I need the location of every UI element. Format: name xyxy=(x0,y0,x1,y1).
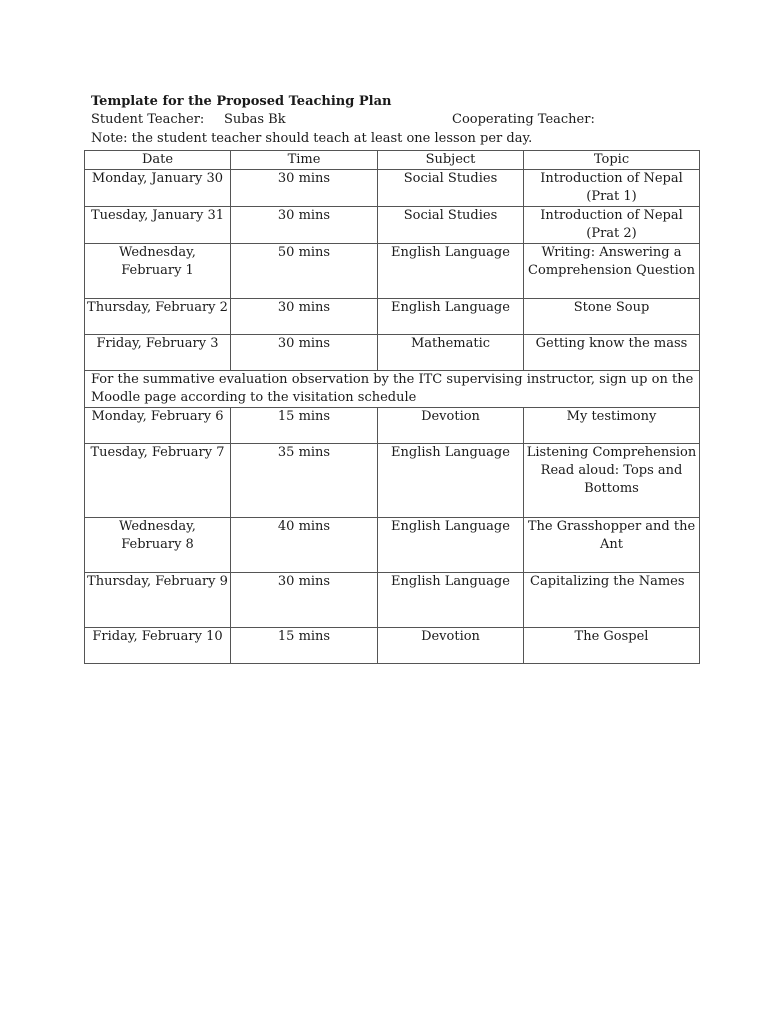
subject-cell: Devotion xyxy=(378,408,524,444)
header-time: Time xyxy=(231,151,378,170)
topic-cell: Getting know the mass xyxy=(524,335,700,371)
teaching-plan-table xyxy=(84,150,700,664)
student-teacher-name: Subas Bk xyxy=(224,112,286,127)
date-cell: Friday, February 3 xyxy=(85,335,231,371)
document-title: Template for the Proposed Teaching Plan xyxy=(91,94,392,109)
header-date: Date xyxy=(85,151,231,170)
time-cell: 40 mins xyxy=(231,518,378,573)
topic-cell: My testimony xyxy=(524,408,700,444)
table-row xyxy=(85,244,700,299)
subject-cell: Social Studies xyxy=(378,170,524,207)
time-cell: 50 mins xyxy=(231,244,378,299)
topic-cell: The Gospel xyxy=(524,628,700,664)
table-row xyxy=(85,628,700,664)
topic-cell: Introduction of Nepal (Prat 1) xyxy=(524,170,700,207)
time-cell: 30 mins xyxy=(231,170,378,207)
topic-cell: The Grasshopper and the Ant xyxy=(524,518,700,573)
table-row xyxy=(85,299,700,335)
time-cell: 15 mins xyxy=(231,408,378,444)
time-cell: 15 mins xyxy=(231,628,378,664)
time-cell: 30 mins xyxy=(231,207,378,244)
subject-cell: English Language xyxy=(378,444,524,518)
cooperating-teacher-label: Cooperating Teacher: xyxy=(452,112,595,127)
time-cell: 35 mins xyxy=(231,444,378,518)
time-cell: 30 mins xyxy=(231,335,378,371)
header-topic: Topic xyxy=(524,151,700,170)
subject-cell: Mathematic xyxy=(378,335,524,371)
table-row xyxy=(85,207,700,244)
date-cell: Tuesday, February 7 xyxy=(85,444,231,518)
date-cell: Wednesday, February 8 xyxy=(85,518,231,573)
subject-cell: English Language xyxy=(378,518,524,573)
table-row xyxy=(85,573,700,628)
table-row xyxy=(85,518,700,573)
time-cell: 30 mins xyxy=(231,299,378,335)
subject-cell: Devotion xyxy=(378,628,524,664)
date-cell: Monday, January 30 xyxy=(85,170,231,207)
date-cell: Monday, February 6 xyxy=(85,408,231,444)
table-row xyxy=(85,170,700,207)
subject-cell: Social Studies xyxy=(378,207,524,244)
topic-cell: Stone Soup xyxy=(524,299,700,335)
topic-cell: Writing: Answering a Comprehension Question xyxy=(524,244,700,299)
table-row xyxy=(85,408,700,444)
topic-cell: Listening Comprehension Read aloud: Tops and Bottoms xyxy=(524,444,700,518)
date-cell: Thursday, February 9 xyxy=(85,573,231,628)
date-cell: Tuesday, January 31 xyxy=(85,207,231,244)
date-cell: Wednesday, February 1 xyxy=(85,244,231,299)
topic-cell: Capitalizing the Names xyxy=(524,573,700,628)
time-cell: 30 mins xyxy=(231,573,378,628)
table-row xyxy=(85,444,700,518)
student-teacher-label: Student Teacher: xyxy=(91,112,205,127)
subject-cell: English Language xyxy=(378,573,524,628)
topic-cell: Introduction of Nepal (Prat 2) xyxy=(524,207,700,244)
summative-note-row xyxy=(85,371,700,408)
header-subject: Subject xyxy=(378,151,524,170)
subject-cell: English Language xyxy=(378,299,524,335)
note-text: Note: the student teacher should teach at least one lesson per day. xyxy=(91,131,533,146)
subject-cell: English Language xyxy=(378,244,524,299)
summative-note: For the summative evaluation observation by the ITC supervising instructor, sign up on the Moodle page according to the visitation schedule xyxy=(85,371,700,408)
date-cell: Thursday, February 2 xyxy=(85,299,231,335)
date-cell: Friday, February 10 xyxy=(85,628,231,664)
table-header-row xyxy=(85,151,700,170)
table-row xyxy=(85,335,700,371)
